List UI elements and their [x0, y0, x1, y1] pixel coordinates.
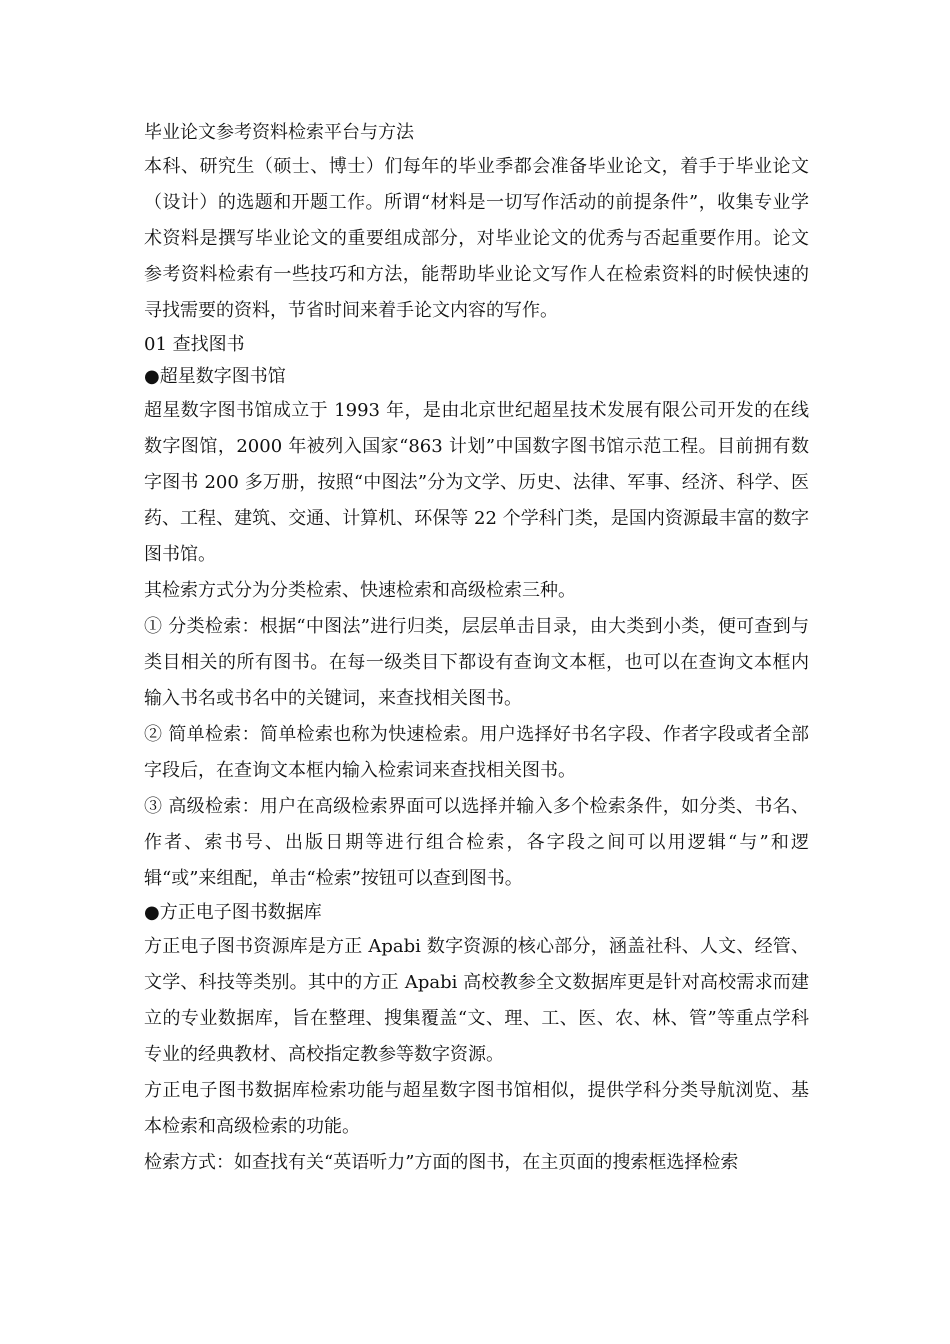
- chaoxing-paragraph-5: ③ 高级检索：用户在高级检索界面可以选择并输入多个检索条件，如分类、书名、作者、索书号、出版日期等进行组合检索，各字段之间可以用逻辑“与”和逻辑“或”来组配，单击“检索”按钮可以查到图书。: [144, 796, 809, 889]
- chaoxing-paragraph-3: ① 分类检索：根据“中图法”进行归类，层层单击目录，由大类到小类，便可查到与类目相关的所有图书。在每一级类目下都设有查询文本框，也可以在查询文本框内输入书名或书名中的关键词，来查找相关图书。: [144, 616, 809, 709]
- chaoxing-paragraph-2: 其检索方式分为分类检索、快速检索和高级检索三种。: [144, 580, 576, 601]
- founder-heading: ●方正电子图书数据库: [144, 902, 322, 923]
- document-page: [144, 117, 809, 1181]
- founder-paragraph-2: 方正电子图书数据库检索功能与超星数字图书馆相似，提供学科分类导航浏览、基本检索和高级检索的功能。: [144, 1080, 809, 1137]
- founder-paragraph-1: 方正电子图书资源库是方正 Apabi 数字资源的核心部分，涵盖社科、人文、经管、文学、科技等类别。其中的方正 Apabi 高校教参全文数据库更是针对高校需求而建立的专业数据库，旨在整理、搜集覆盖“文、理、工、医、农、林、管”等重点学科专业的经典教材、高校指定教参等数字资源。: [144, 936, 809, 1065]
- chaoxing-paragraph-1: 超星数字图书馆成立于 1993 年，是由北京世纪超星技术发展有限公司开发的在线数字图馆，2000 年被列入国家“863 计划”中国数字图书馆示范工程。目前拥有数字图书 200 多万册，按照“中图法”分为文学、历史、法律、军事、经济、科学、医药、工程、建筑、交通、计算机、环保等 22 个学科门类，是国内资源最丰富的数字图书馆。: [144, 400, 809, 565]
- founder-paragraph-3: 检索方式：如查找有关“英语听力”方面的图书，在主页面的搜索框选择检索: [144, 1152, 739, 1173]
- section-heading-find-books: 01 查找图书: [144, 334, 245, 355]
- chaoxing-paragraph-4: ② 简单检索：简单检索也称为快速检索。用户选择好书名字段、作者字段或者全部字段后，在查询文本框内输入检索词来查找相关图书。: [144, 724, 809, 781]
- chaoxing-heading: ●超星数字图书馆: [144, 366, 286, 387]
- intro-paragraph: 本科、研究生（硕士、博士）们每年的毕业季都会准备毕业论文，着手于毕业论文（设计）的选题和开题工作。所谓“材料是一切写作活动的前提条件”，收集专业学术资料是撰写毕业论文的重要组成部分，对毕业论文的优秀与否起重要作用。论文参考资料检索有一些技巧和方法，能帮助毕业论文写作人在检索资料的时候快速的寻找需要的资料，节省时间来着手论文内容的写作。: [144, 156, 809, 321]
- document-title: 毕业论文参考资料检索平台与方法: [144, 122, 414, 143]
